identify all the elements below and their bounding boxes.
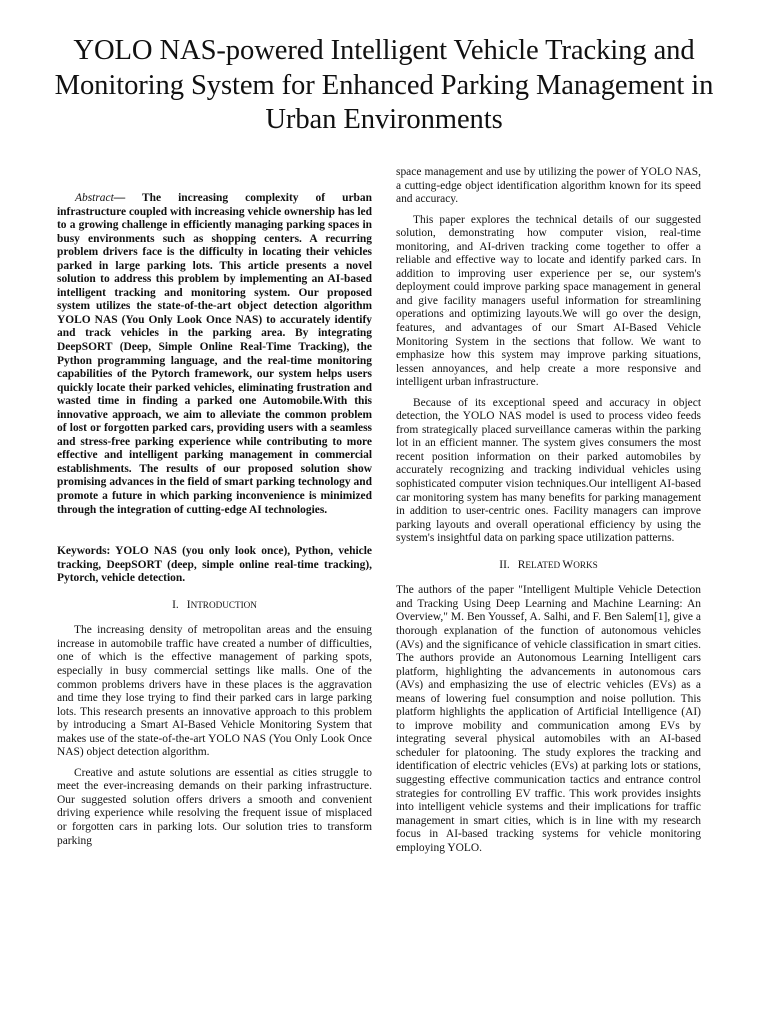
abstract-text: The increasing complexity of urban infrastructure coupled with increasing vehicle ownership has led to a growing challenge in efficiently managing parking spaces in busy environments such as shopping centers. A recurring problem drivers face is the difficulty in locating their vehicles parked in large parking lots. This article presents a novel solution to address this problem by implementing an AI-based intelligent tracking and monitoring system. Our proposed system utilizes the state-of-the-art object detection algorithm YOLO NAS (You Only Look Once NAS) to accurately identify and track vehicles in the parking area. By integrating DeepSORT (Deep, Simple Online Real-Time Tracking), the Python programming language, and the real-time monitoring capabilities of the Pytorch framework, our system helps users quickly locate their parked vehicles, eliminating frustration and wasted time in finding a parked one Automobile.With this innovative approach, we aim to alleviate the common problem of lost or forgotten parked cars, providing users with a seamless and stress-free parking experience while contributing to more effective and intelligent parking management in commercial establishments. The results of our proposed solution show promising advances in the field of smart parking technology and promote a future in which parking inconvenience is minimized through the integration of cutting-edge AI technologies.: [57, 192, 372, 516]
section-title-initial: I: [186, 598, 191, 611]
intro-continued-paragraph-3: Because of its exceptional speed and accuracy in object detection, the YOLO NAS model is used to process video feeds from strategically placed surveillance cameras within the parking lot in an efficient manner. The system gives consumers the most recent position information on their parked automobiles by accurately recognizing and tracking individual vehicles using sophisticated computer vision techniques.Our intelligent AI-based car monitoring system has many benefits for parking management in addition to user-centric ones. Facility managers can improve parking layouts and overall operational efficiency by using the system's insightful data on parking space utilization patterns.: [396, 396, 701, 545]
abstract: [57, 192, 372, 517]
section-title-initial-r: R: [517, 558, 526, 571]
paper-title: YOLO NAS-powered Intelligent Vehicle Tracking and Monitoring System for Enhanced Parking Management in Urban Environments: [54, 35, 714, 135]
left-column: [57, 192, 372, 848]
section-number: II.: [499, 558, 510, 571]
section-title-initial-w: W: [562, 558, 574, 571]
abstract-label: Abstract: [75, 192, 114, 204]
section-title-rest-r: ELATED: [525, 559, 563, 570]
keywords: Keywords: YOLO NAS (you only look once), Python, vehicle tracking, DeepSORT (deep, simple online real-time tracking), Pytorch, vehicle detection.: [57, 545, 372, 585]
section-title-rest: NTRODUCTION: [190, 599, 257, 610]
intro-paragraph-1: The increasing density of metropolitan areas and the ensuing increase in automobile traffic have created a number of difficulties, one of which is the effective management of parking spots, especially in busy commercial settings like malls. One of the common problems drivers have in these places is the aggravation and time they lose trying to find their parked cars in large parking lots. This research presents an innovative approach to this problem by introducing a Smart AI-Based Vehicle Monitoring System that makes use of the state-of-the-art YOLO NAS (You Only Look Once NAS) object detection algorithm.: [57, 624, 372, 759]
right-column: [396, 166, 701, 855]
intro-continued-paragraph-1: space management and use by utilizing the power of YOLO NAS, a cutting-edge object identification algorithm known for its speed and accuracy.: [396, 166, 701, 206]
section-heading-introduction: [57, 599, 372, 613]
section-number: I.: [172, 598, 179, 611]
section-title-rest-w: ORKS: [573, 559, 598, 570]
intro-continued-paragraph-2: This paper explores the technical details of our suggested solution, demonstrating how computer vision, real-time monitoring, and AI-driven tracking come together to offer a reliable and effective way to locate and identify parked cars. In addition to improving user experience per se, our system's deployment could improve parking space management in general and give facility managers useful information for streamlining operations and optimizing layouts.We will go over the design, features, and advantages of our Smart AI-Based Vehicle Monitoring System in the sections that follow. We want to emphasize how this system may improve parking situations, lessen annoyances, and help create a more responsive and intelligent urban infrastructure.: [396, 213, 701, 389]
abstract-separator: —: [113, 192, 126, 204]
section-heading-related-works: [396, 559, 701, 573]
related-works-paragraph-1: The authors of the paper "Intelligent Multiple Vehicle Detection and Tracking Using Deep Learning and Machine Learning: An Overview," M. Ben Youssef, A. Salhi, and F. Ben Salem[1], give a thorough explanation of the function of autonomous vehicles (AVs) and the significance of vehicle classification in smart cities. The authors provide an Autonomous Learning Intelligent cars platform, highlighting the advancements in autonomous cars (AVs) and emphasizing the use of electric vehicles (EVs) as a means of lowering fuel consumption and noise pollution. This platform highlights the application of Artificial Intelligence (AI) to improve mobility and communication among EVs by integrating several physical automobiles with an AI-based scheduler for platooning. The study explores the tracking and identification of electric vehicles (EVs) at parking lots or stations, suggesting effective communication tactics and entrance control strategies for controlling EV traffic. This work provides insights into intelligent vehicle systems and their implications for traffic management in smart cities, which is in line with my research focus in AI-based tracking systems for vehicle monitoring employing YOLO.: [396, 584, 701, 854]
intro-paragraph-2: Creative and astute solutions are essential as cities struggle to meet the ever-increasing demands on their parking infrastructure. Our suggested solution offers drivers a smooth and convenient driving experience while resolving the frequent issue of misplaced or forgotten cars in parking lots. Our solution tries to transform parking: [57, 766, 372, 847]
